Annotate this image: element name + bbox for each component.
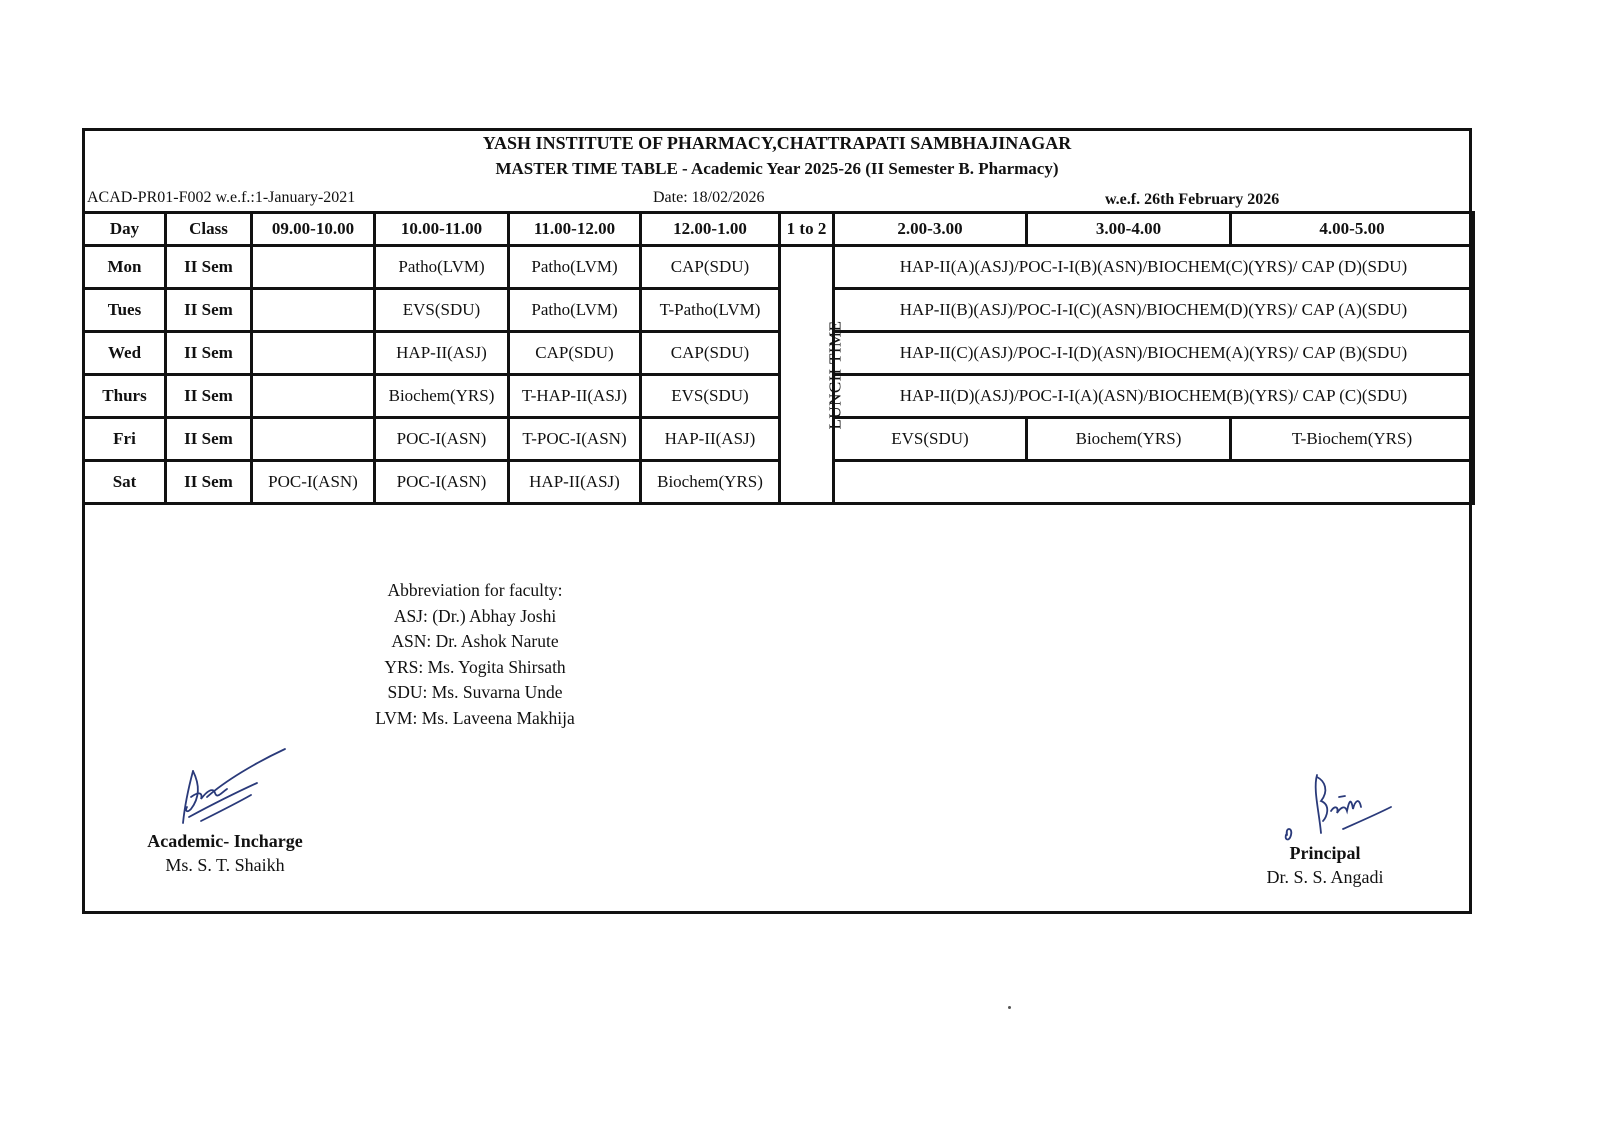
afternoon-batch-cell: HAP-II(A)(ASJ)/POC-I-I(B)(ASN)/BIOCHEM(C)(YRS)/ CAP (D)(SDU): [834, 246, 1474, 289]
slot-cell: EVS(SDU): [375, 289, 509, 332]
table-row-fri: [84, 418, 1474, 461]
timetable-grid: [82, 211, 1475, 505]
timetable-subtitle: MASTER TIME TABLE - Academic Year 2025-26 (II Semester B. Pharmacy): [495, 159, 1059, 178]
afternoon-batch-cell: HAP-II(B)(ASJ)/POC-I-I(C)(ASN)/BIOCHEM(D)(YRS)/ CAP (A)(SDU): [834, 289, 1474, 332]
column-header-slot-5: 2.00-3.00: [834, 213, 1027, 246]
day-cell: Sat: [84, 461, 166, 504]
slot-cell: Patho(LVM): [375, 246, 509, 289]
academic-incharge-signature-block: [105, 741, 345, 876]
column-header-class: Class: [166, 213, 252, 246]
day-cell: Mon: [84, 246, 166, 289]
signatory-name: Ms. S. T. Shaikh: [165, 855, 285, 875]
class-cell: II Sem: [166, 332, 252, 375]
header-row: [84, 213, 1474, 246]
signatory-role: Academic- Incharge: [147, 831, 303, 851]
abbreviation-item: LVM: Ms. Laveena Makhija: [375, 707, 575, 728]
slot-cell: POC-I(ASN): [375, 418, 509, 461]
class-cell: II Sem: [166, 289, 252, 332]
column-header-slot-7: 4.00-5.00: [1231, 213, 1474, 246]
slot-cell: [252, 375, 375, 418]
slot-cell: [252, 289, 375, 332]
slot-cell: [252, 418, 375, 461]
slot-cell: CAP(SDU): [509, 332, 641, 375]
handwritten-signature-icon: [1245, 771, 1405, 843]
slot-cell: POC-I(ASN): [375, 461, 509, 504]
table-row-sat: [84, 461, 1474, 504]
lunch-cell: [780, 246, 845, 504]
principal-signature-block: [1235, 771, 1415, 888]
slot-cell: EVS(SDU): [641, 375, 780, 418]
slot-cell: EVS(SDU): [834, 418, 1027, 461]
afternoon-batch-cell: HAP-II(D)(ASJ)/POC-I-I(A)(ASN)/BIOCHEM(B)(YRS)/ CAP (C)(SDU): [834, 375, 1474, 418]
issue-date: Date: 18/02/2026: [653, 189, 765, 206]
column-header-slot-3: 11.00-12.00: [509, 213, 641, 246]
institute-title: YASH INSTITUTE OF PHARMACY,CHATTRAPATI SAMBHAJINAGAR: [482, 133, 1072, 153]
day-cell: Thurs: [84, 375, 166, 418]
column-header-slot-1: 09.00-10.00: [252, 213, 375, 246]
signatory-role: Principal: [1289, 843, 1361, 863]
signatory-name: Dr. S. S. Angadi: [1266, 867, 1384, 887]
slot-cell: Biochem(YRS): [375, 375, 509, 418]
slot-cell: T-HAP-II(ASJ): [509, 375, 641, 418]
handwritten-signature-icon: [155, 741, 295, 831]
abbreviation-item: SDU: Ms. Suvarna Unde: [387, 682, 563, 702]
class-cell: II Sem: [166, 246, 252, 289]
table-row-mon: [84, 246, 1474, 289]
column-header-lunch: 1 to 2: [780, 213, 834, 246]
slot-cell: CAP(SDU): [641, 246, 780, 289]
slot-cell: Biochem(YRS): [641, 461, 780, 504]
slot-cell: CAP(SDU): [641, 332, 780, 375]
slot-cell: T-Patho(LVM): [641, 289, 780, 332]
slot-cell: T-Biochem(YRS): [1231, 418, 1474, 461]
class-cell: II Sem: [166, 461, 252, 504]
slot-cell: T-POC-I(ASN): [509, 418, 641, 461]
slot-cell: [252, 246, 375, 289]
column-header-slot-2: 10.00-11.00: [375, 213, 509, 246]
document-code: ACAD-PR01-F002 w.e.f.:1-January-2021: [87, 189, 356, 206]
faculty-abbreviations: [325, 578, 625, 731]
day-cell: Wed: [84, 332, 166, 375]
table-row-wed: [84, 332, 1474, 375]
column-header-day: Day: [84, 213, 166, 246]
class-cell: II Sem: [166, 375, 252, 418]
afternoon-batch-cell: HAP-II(C)(ASJ)/POC-I-I(D)(ASN)/BIOCHEM(A)(YRS)/ CAP (B)(SDU): [834, 332, 1474, 375]
slot-cell: HAP-II(ASJ): [641, 418, 780, 461]
table-row-tues: [84, 289, 1474, 332]
abbreviation-item: ASJ: (Dr.) Abhay Joshi: [393, 605, 557, 626]
afternoon-batch-cell: [834, 461, 1474, 504]
scan-speck: [1008, 1006, 1011, 1009]
column-header-slot-4: 12.00-1.00: [641, 213, 780, 246]
day-cell: Tues: [84, 289, 166, 332]
timetable-document: [82, 128, 1472, 914]
slot-cell: Biochem(YRS): [1027, 418, 1231, 461]
slot-cell: Patho(LVM): [509, 246, 641, 289]
meta-line: [85, 187, 1469, 211]
slot-cell: Patho(LVM): [509, 289, 641, 332]
slot-cell: HAP-II(ASJ): [375, 332, 509, 375]
abbreviation-item: ASN: Dr. Ashok Narute: [391, 631, 559, 651]
slot-cell: HAP-II(ASJ): [509, 461, 641, 504]
class-cell: II Sem: [166, 418, 252, 461]
effective-date: w.e.f. 26th February 2026: [1105, 191, 1280, 208]
abbreviation-item: YRS: Ms. Yogita Shirsath: [384, 656, 566, 677]
slot-cell: [252, 332, 375, 375]
lunch-label: LUNCH TIME: [825, 319, 845, 430]
slot-cell: POC-I(ASN): [252, 461, 375, 504]
abbreviations-title: Abbreviation for faculty:: [387, 580, 563, 600]
table-row-thurs: [84, 375, 1474, 418]
column-header-slot-6: 3.00-4.00: [1027, 213, 1231, 246]
day-cell: Fri: [84, 418, 166, 461]
